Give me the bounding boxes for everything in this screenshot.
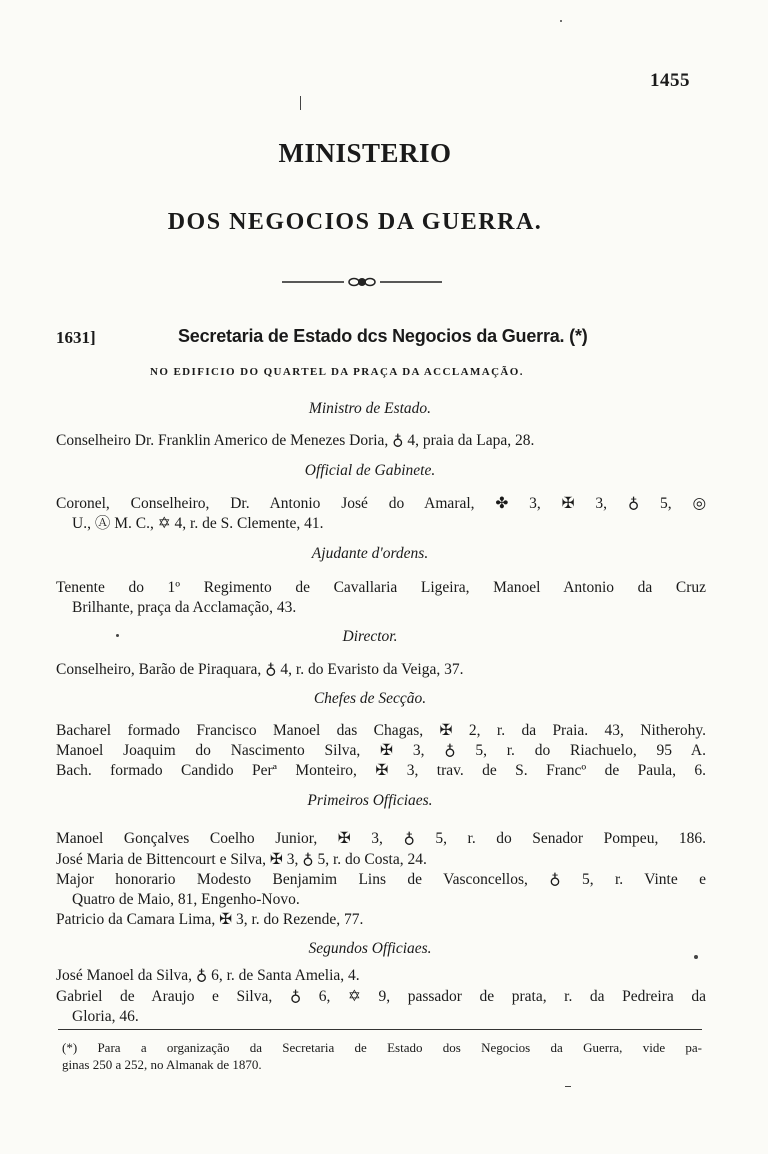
entry-primeiros-5: Patricio da Camara Lima, ✠ 3, r. do Rezende, 77. (56, 911, 364, 928)
entry-segundos-3: Gloria, 46. (72, 1008, 139, 1025)
scan-speck (565, 1086, 571, 1087)
heading-chefes: Chefes de Secção. (313, 690, 427, 707)
page-subtitle: DOS NEGOCIOS DA GUERRA. (167, 209, 543, 235)
scan-speck (694, 955, 698, 959)
entry-ajudante-2: Brilhante, praça da Acclamação, 43. (72, 599, 297, 616)
entry-primeiros-3: Major honorario Modesto Benjamim Lins de Vasconcellos, ♁ 5, r. Vinte e (56, 871, 706, 888)
section-title: Secretaria de Estado dcs Negocios da Guerra. (*) (178, 326, 588, 346)
entry-official-1: Coronel, Conselheiro, Dr. Antonio José do Amaral, ✤ 3, ✠ 3, ♁ 5, ◎ (56, 495, 706, 512)
scan-speck (116, 634, 119, 637)
scan-speck (560, 20, 562, 22)
section-number: 1631] (56, 328, 96, 347)
heading-official: Official de Gabinete. (304, 462, 436, 479)
heading-primeiros: Primeiros Officiaes. (307, 792, 433, 809)
heading-ministro: Ministro de Estado. (308, 400, 432, 417)
heading-director: Director. (342, 628, 398, 645)
entry-official-2: U., Ⓐ M. C., ✡ 4, r. de S. Clemente, 41. (72, 515, 324, 532)
page-title: MINISTERIO (278, 138, 452, 168)
entry-segundos-1: José Manoel da Silva, ♁ 6, r. de Santa Amelia, 4. (56, 967, 360, 984)
heading-ajudante: Ajudante d'ordens. (311, 545, 429, 562)
entry-ministro-1: Conselheiro Dr. Franklin Americo de Menezes Doria, ♁ 4, praia da Lapa, 28. (56, 432, 535, 449)
page-number: 1455 (650, 70, 690, 91)
ornament-divider-icon (282, 276, 442, 288)
heading-segundos: Segundos Officiaes. (308, 940, 432, 957)
footnote-line-1: (*) Para a organização da Secretaria de Estado dos Negocios da Guerra, vide pa- (62, 1040, 702, 1055)
scan-speck (300, 96, 301, 110)
entry-primeiros-2: José Maria de Bittencourt e Silva, ✠ 3, ♁ 5, r. do Costa, 24. (56, 851, 427, 868)
entry-chefes-2: Manoel Joaquim do Nascimento Silva, ✠ 3, ♁ 5, r. do Riachuelo, 95 A. (56, 742, 706, 759)
entry-ajudante-1: Tenente do 1º Regimento de Cavallaria Ligeira, Manoel Antonio da Cruz (56, 579, 706, 596)
entry-director-1: Conselheiro, Barão de Piraquara, ♁ 4, r. do Evaristo da Veiga, 37. (56, 661, 464, 678)
footnote-rule (58, 1029, 702, 1030)
entry-chefes-3: Bach. formado Candido Perª Monteiro, ✠ 3, trav. de S. Francº de Paula, 6. (56, 762, 706, 779)
entry-chefes-1: Bacharel formado Francisco Manoel das Chagas, ✠ 2, r. da Praia. 43, Nitherohy. (56, 722, 706, 739)
section-location: NO EDIFICIO DO QUARTEL DA PRAÇA DA ACCLAMAÇÃO. (150, 366, 524, 378)
entry-primeiros-1: Manoel Gonçalves Coelho Junior, ✠ 3, ♁ 5, r. do Senador Pompeu, 186. (56, 830, 706, 847)
entry-primeiros-4: Quatro de Maio, 81, Engenho-Novo. (72, 891, 300, 908)
entry-segundos-2: Gabriel de Araujo e Silva, ♁ 6, ✡ 9, passador de prata, r. da Pedreira da (56, 988, 706, 1005)
footnote-line-2: ginas 250 a 252, no Almanak de 1870. (62, 1057, 262, 1072)
